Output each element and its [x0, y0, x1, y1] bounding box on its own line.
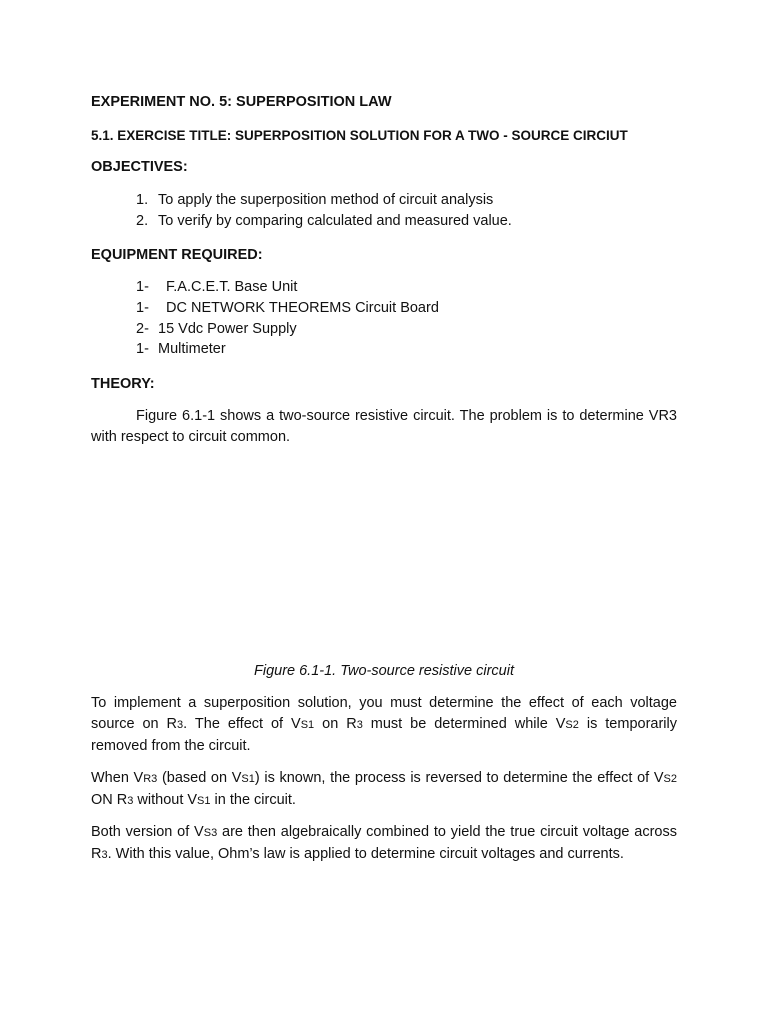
theory-heading: THEORY:	[91, 376, 155, 392]
list-text: To apply the superposition method of circuit analysis	[158, 192, 494, 208]
list-number: 2.	[136, 212, 149, 229]
list-item	[136, 211, 512, 232]
list-quantity: 1-	[136, 299, 149, 316]
list-text: 15 Vdc Power Supply	[158, 320, 297, 337]
list-item	[136, 319, 439, 340]
list-quantity: 1-	[136, 341, 149, 358]
list-item	[136, 277, 439, 298]
list-item	[136, 190, 512, 211]
figure-caption: Figure 6.1-1. Two-source resistive circuit	[253, 663, 514, 679]
exercise-title: 5.1. EXERCISE TITLE: SUPERPOSITION SOLUTION FOR A TWO - SOURCE CIRCIUT	[91, 128, 628, 143]
figure-placeholder	[91, 452, 677, 652]
equipment-heading: EQUIPMENT REQUIRED:	[91, 247, 263, 263]
list-number: 1.	[136, 192, 149, 208]
list-item	[136, 298, 439, 319]
theory-paragraph: Figure 6.1-1 shows a two-source resistive circuit. The problem is to determine VR3 with respect to circuit common.	[91, 408, 677, 445]
list-text: F.A.C.E.T. Base Unit	[162, 279, 298, 295]
list-quantity: 1-	[136, 279, 149, 295]
experiment-heading: EXPERIMENT NO. 5: SUPERPOSITION LAW	[91, 94, 392, 110]
objectives-list	[136, 190, 512, 232]
list-item	[136, 339, 439, 360]
equipment-list	[136, 277, 439, 360]
paragraph-reverse-process: When VR3 (based on VS1) is known, the process is reversed to determine the effect of VS2 ON R3 without VS1 in the circuit.	[91, 770, 677, 808]
list-quantity: 2-	[136, 320, 149, 337]
list-text: To verify by comparing calculated and measured value.	[158, 212, 512, 229]
list-text: DC NETWORK THEOREMS Circuit Board	[162, 299, 439, 316]
paragraph-superposition: To implement a superposition solution, you must determine the effect of each voltage source on R3. The effect of VS1 on R3 must be determined while VS2 is temporarily removed from the circuit.	[91, 695, 677, 754]
objectives-heading: OBJECTIVES:	[91, 159, 188, 175]
paragraph-combination: Both version of VS3 are then algebraically combined to yield the true circuit voltage across R3. With this value, Ohm’s law is applied to determine circuit voltages and currents.	[91, 824, 677, 862]
list-text: Multimeter	[158, 341, 226, 358]
